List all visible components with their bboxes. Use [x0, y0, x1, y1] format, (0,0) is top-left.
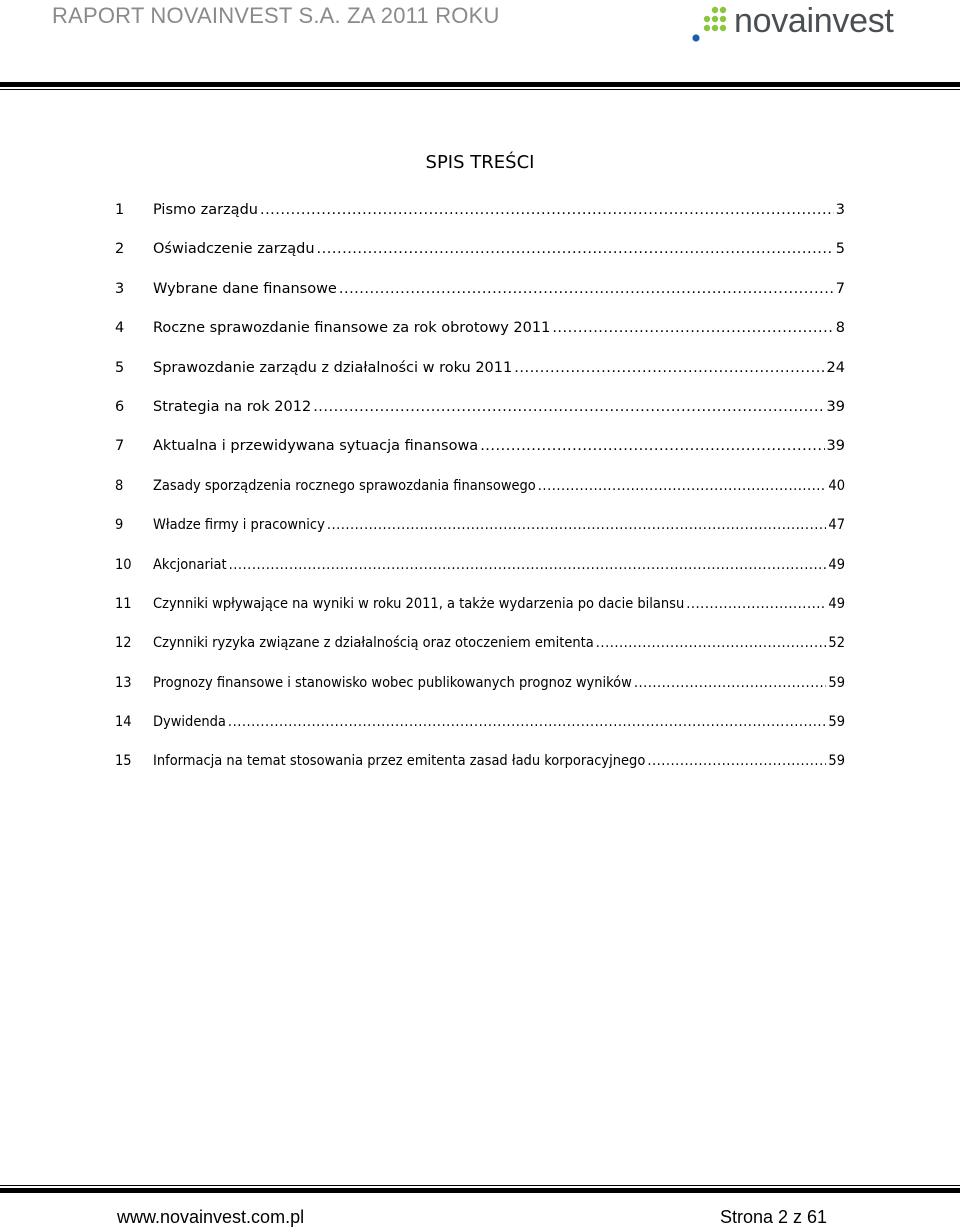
- footer-rule-thin: [0, 1185, 960, 1186]
- toc-entry-page: 59: [828, 714, 845, 731]
- toc-entry-page: 24: [826, 359, 845, 376]
- report-header-title: RAPORT NOVAINVEST S.A. ZA 2011 ROKU: [52, 3, 500, 28]
- table-of-contents: [115, 202, 845, 793]
- toc-entry[interactable]: [115, 557, 845, 596]
- toc-entry-page: 8: [835, 320, 845, 337]
- toc-dot-leader: [313, 399, 824, 415]
- toc-entry-label: Akcjonariat: [153, 556, 227, 573]
- toc-entry-label: Aktualna i przewidywana sytuacja finansowa: [153, 438, 479, 455]
- toc-entry[interactable]: [115, 202, 845, 241]
- toc-entry-page: 40: [828, 477, 845, 494]
- toc-entry-number: 12: [115, 635, 132, 652]
- logo-dot-blue: [692, 34, 699, 41]
- toc-entry-page: 47: [828, 517, 845, 534]
- logo-dot: [704, 16, 710, 22]
- logo-dot: [720, 25, 726, 31]
- toc-dot-leader: [229, 557, 827, 573]
- toc-entry-number: 14: [115, 714, 132, 731]
- toc-entry-page: 7: [835, 280, 845, 297]
- toc-entry-number: 13: [115, 674, 132, 691]
- toc-entry-page: 52: [828, 635, 845, 652]
- toc-entry-number: 9: [115, 517, 124, 534]
- toc-entry[interactable]: [115, 675, 845, 714]
- toc-dot-leader: [317, 241, 834, 257]
- toc-entry-number: 6: [115, 398, 125, 415]
- toc-entry[interactable]: [115, 399, 845, 438]
- toc-entry[interactable]: [115, 635, 845, 674]
- toc-entry[interactable]: [115, 753, 845, 792]
- toc-entry-page: 39: [826, 438, 845, 455]
- toc-entry-label: Czynniki wpływające na wyniki w roku 2011, a także wydarzenia po dacie bilansu: [153, 595, 685, 612]
- toc-entry-page: 49: [828, 556, 845, 573]
- toc-entry-label: Czynniki ryzyka związane z działalnością oraz otoczeniem emitenta: [153, 635, 594, 652]
- toc-entry-number: 10: [115, 556, 132, 573]
- toc-entry-page: 59: [828, 753, 845, 770]
- toc-entry[interactable]: [115, 241, 845, 280]
- toc-dot-leader: [228, 714, 826, 730]
- toc-entry-number: 7: [115, 438, 125, 455]
- toc-dot-leader: [647, 753, 826, 769]
- toc-dot-leader: [480, 438, 824, 454]
- header-rule-thin: [0, 89, 960, 90]
- toc-entry-number: 4: [115, 320, 125, 337]
- toc-entry-label: Zasady sporządzenia rocznego sprawozdania finansowego: [153, 477, 536, 494]
- toc-entry-label: Roczne sprawozdanie finansowe za rok obrotowy 2011: [153, 320, 551, 337]
- toc-entry-page: 39: [826, 398, 845, 415]
- toc-entry-number: 15: [115, 753, 132, 770]
- logo-dot: [704, 25, 710, 31]
- footer-website-link[interactable]: www.novainvest.com.pl: [117, 1207, 305, 1227]
- toc-dot-leader: [260, 202, 834, 218]
- footer-page-number: Strona 2 z 61: [720, 1207, 828, 1227]
- toc-dot-leader: [634, 675, 827, 691]
- logo-wordmark: novainvest: [734, 2, 894, 40]
- header-rule-thick: [0, 82, 960, 87]
- toc-entry[interactable]: [115, 596, 845, 635]
- toc-entry-label: Informacja na temat stosowania przez emitenta zasad ładu korporacyjnego: [153, 753, 646, 770]
- logo-dot: [712, 16, 718, 22]
- logo-dots-icon: [690, 2, 732, 44]
- toc-entry-number: 5: [115, 359, 125, 376]
- toc-title: SPIS TREŚCI: [425, 152, 535, 173]
- logo-dot: [720, 16, 726, 22]
- toc-entry-number: 2: [115, 241, 125, 258]
- toc-entry[interactable]: [115, 281, 845, 320]
- toc-dot-leader: [686, 596, 826, 612]
- toc-entry[interactable]: [115, 360, 845, 399]
- toc-entry-number: 11: [115, 595, 132, 612]
- toc-entry-label: Władze firmy i pracownicy: [153, 517, 325, 534]
- toc-entry-page: 49: [828, 595, 845, 612]
- toc-dot-leader: [596, 635, 827, 651]
- toc-entry[interactable]: [115, 714, 845, 753]
- toc-entry-page: 59: [828, 674, 845, 691]
- toc-entry[interactable]: [115, 320, 845, 359]
- toc-entry-number: 8: [115, 477, 124, 494]
- logo-dot: [712, 7, 718, 13]
- footer-rule-thick: [0, 1188, 960, 1193]
- toc-dot-leader: [514, 360, 824, 376]
- toc-entry-label: Oświadczenie zarządu: [153, 241, 315, 258]
- toc-entry-page: 5: [835, 241, 845, 258]
- logo-dot: [712, 25, 718, 31]
- toc-entry-label: Sprawozdanie zarządu z działalności w roku 2011: [153, 359, 513, 376]
- logo-dot: [720, 7, 726, 13]
- toc-entry[interactable]: [115, 478, 845, 517]
- novainvest-logo: [690, 2, 905, 44]
- toc-entry-page: 3: [835, 202, 845, 218]
- toc-entry[interactable]: [115, 517, 845, 556]
- toc-entry[interactable]: [115, 438, 845, 477]
- toc-dot-leader: [538, 478, 827, 494]
- toc-dot-leader: [552, 320, 833, 336]
- toc-entry-label: Wybrane dane finansowe: [153, 280, 337, 297]
- toc-dot-leader: [339, 281, 834, 297]
- toc-entry-label: Strategia na rok 2012: [153, 398, 312, 415]
- toc-entry-label: Prognozy finansowe i stanowisko wobec publikowanych prognoz wyników: [153, 674, 632, 691]
- toc-dot-leader: [327, 517, 827, 533]
- toc-entry-number: 3: [115, 280, 125, 297]
- toc-entry-number: 1: [115, 202, 125, 218]
- toc-entry-label: Pismo zarządu: [153, 202, 258, 218]
- toc-entry-label: Dywidenda: [153, 714, 226, 731]
